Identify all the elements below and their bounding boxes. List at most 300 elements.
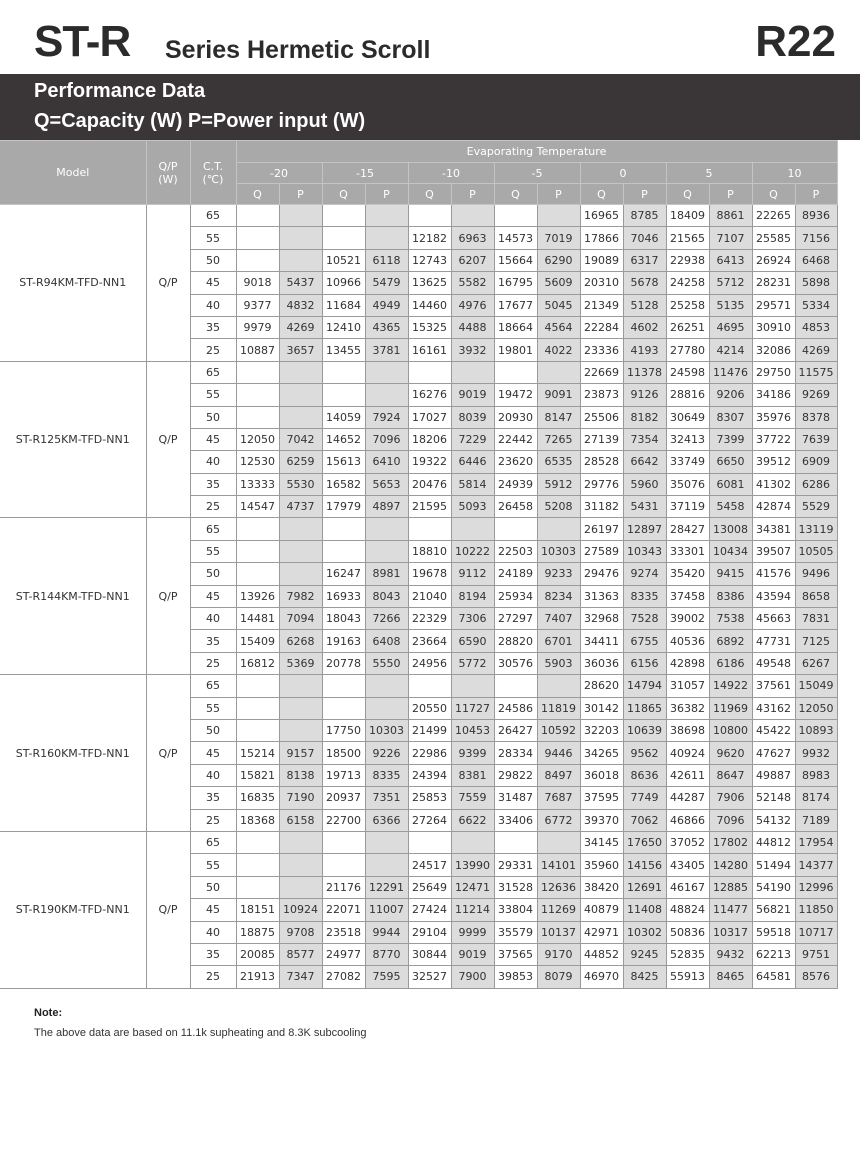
capacity-cell: 28427 <box>666 518 709 540</box>
power-cell: 6701 <box>537 630 580 652</box>
capacity-header: Q <box>580 184 623 205</box>
capacity-cell: 19678 <box>408 563 451 585</box>
capacity-cell: 16276 <box>408 384 451 406</box>
capacity-cell: 24394 <box>408 764 451 786</box>
power-cell: 10343 <box>623 540 666 562</box>
capacity-cell: 31057 <box>666 675 709 697</box>
capacity-cell: 25585 <box>752 227 795 249</box>
condensing-temp: 25 <box>190 652 236 674</box>
condensing-temp: 45 <box>190 585 236 607</box>
power-cell <box>279 361 322 383</box>
capacity-cell: 24517 <box>408 854 451 876</box>
capacity-cell: 15613 <box>322 451 365 473</box>
capacity-cell: 25258 <box>666 294 709 316</box>
power-cell: 7096 <box>709 809 752 831</box>
power-cell: 6755 <box>623 630 666 652</box>
power-cell <box>451 361 494 383</box>
power-cell: 4832 <box>279 294 322 316</box>
power-cell: 10505 <box>795 540 837 562</box>
power-cell: 11476 <box>709 361 752 383</box>
capacity-cell: 14460 <box>408 294 451 316</box>
power-cell: 6413 <box>709 249 752 271</box>
capacity-cell: 19801 <box>494 339 537 361</box>
power-cell: 12885 <box>709 876 752 898</box>
capacity-cell: 29750 <box>752 361 795 383</box>
power-cell: 4897 <box>365 496 408 518</box>
capacity-cell: 29776 <box>580 473 623 495</box>
capacity-cell: 34186 <box>752 384 795 406</box>
capacity-cell: 28528 <box>580 451 623 473</box>
capacity-cell: 19472 <box>494 384 537 406</box>
capacity-cell: 45663 <box>752 608 795 630</box>
capacity-cell <box>236 227 279 249</box>
capacity-cell: 46866 <box>666 809 709 831</box>
capacity-cell: 22669 <box>580 361 623 383</box>
power-cell: 5334 <box>795 294 837 316</box>
power-cell <box>537 205 580 227</box>
capacity-cell: 19089 <box>580 249 623 271</box>
power-cell: 4564 <box>537 316 580 338</box>
power-cell: 8174 <box>795 787 837 809</box>
power-cell: 7982 <box>279 585 322 607</box>
capacity-cell: 16247 <box>322 563 365 585</box>
qp-header: Q/P (W) <box>146 141 190 205</box>
power-cell <box>537 361 580 383</box>
power-cell: 9019 <box>451 943 494 965</box>
capacity-cell: 12182 <box>408 227 451 249</box>
condensing-temp: 25 <box>190 966 236 988</box>
power-cell: 6622 <box>451 809 494 831</box>
power-cell: 5653 <box>365 473 408 495</box>
power-cell: 6118 <box>365 249 408 271</box>
capacity-cell: 33406 <box>494 809 537 831</box>
power-cell: 7125 <box>795 630 837 652</box>
power-cell: 7347 <box>279 966 322 988</box>
power-cell: 8335 <box>365 764 408 786</box>
capacity-cell: 28334 <box>494 742 537 764</box>
power-cell: 6408 <box>365 630 408 652</box>
capacity-cell: 25853 <box>408 787 451 809</box>
power-cell: 7019 <box>537 227 580 249</box>
capacity-cell: 9018 <box>236 272 279 294</box>
capacity-cell: 20937 <box>322 787 365 809</box>
capacity-cell: 22071 <box>322 899 365 921</box>
model-name: ST-R190KM-TFD-NN1 <box>0 831 146 988</box>
section-title: Performance Data <box>34 80 206 102</box>
model-name: ST-R144KM-TFD-NN1 <box>0 518 146 675</box>
power-cell: 7046 <box>623 227 666 249</box>
capacity-cell: 42611 <box>666 764 709 786</box>
capacity-cell: 18043 <box>322 608 365 630</box>
power-cell <box>365 675 408 697</box>
power-cell: 5712 <box>709 272 752 294</box>
power-cell: 5045 <box>537 294 580 316</box>
power-cell: 7399 <box>709 428 752 450</box>
power-cell: 9126 <box>623 384 666 406</box>
capacity-cell: 13926 <box>236 585 279 607</box>
capacity-cell: 17027 <box>408 406 451 428</box>
capacity-cell: 22329 <box>408 608 451 630</box>
capacity-cell: 50836 <box>666 921 709 943</box>
capacity-cell: 35960 <box>580 854 623 876</box>
capacity-cell <box>494 675 537 697</box>
capacity-cell <box>236 719 279 741</box>
condensing-temp: 50 <box>190 876 236 898</box>
power-cell: 11477 <box>709 899 752 921</box>
power-cell: 7042 <box>279 428 322 450</box>
power-cell: 11819 <box>537 697 580 719</box>
capacity-cell: 23336 <box>580 339 623 361</box>
power-cell <box>279 719 322 741</box>
capacity-cell: 37565 <box>494 943 537 965</box>
capacity-cell: 28820 <box>494 630 537 652</box>
capacity-cell: 29331 <box>494 854 537 876</box>
power-cell: 10303 <box>365 719 408 741</box>
capacity-cell: 14059 <box>322 406 365 428</box>
power-cell: 4695 <box>709 316 752 338</box>
capacity-header: Q <box>752 184 795 205</box>
capacity-cell: 26251 <box>666 316 709 338</box>
capacity-cell <box>322 518 365 540</box>
evap-temp-header: 10 <box>752 163 837 184</box>
capacity-cell: 43162 <box>752 697 795 719</box>
qp-label: Q/P <box>146 361 190 518</box>
power-cell: 9399 <box>451 742 494 764</box>
capacity-cell: 27082 <box>322 966 365 988</box>
power-cell: 7096 <box>365 428 408 450</box>
capacity-cell: 25934 <box>494 585 537 607</box>
capacity-cell: 37595 <box>580 787 623 809</box>
capacity-cell <box>236 831 279 853</box>
capacity-cell: 33301 <box>666 540 709 562</box>
capacity-cell: 59518 <box>752 921 795 943</box>
capacity-cell: 29476 <box>580 563 623 585</box>
condensing-temp: 65 <box>190 361 236 383</box>
power-cell: 6317 <box>623 249 666 271</box>
power-cell: 4949 <box>365 294 408 316</box>
condensing-temp: 45 <box>190 428 236 450</box>
capacity-cell: 34265 <box>580 742 623 764</box>
capacity-cell <box>322 854 365 876</box>
power-cell: 8079 <box>537 966 580 988</box>
capacity-cell: 35976 <box>752 406 795 428</box>
condensing-temp: 55 <box>190 227 236 249</box>
power-cell: 9019 <box>451 384 494 406</box>
capacity-cell: 34411 <box>580 630 623 652</box>
capacity-cell: 28620 <box>580 675 623 697</box>
condensing-temp: 40 <box>190 451 236 473</box>
evap-temp-header: 5 <box>666 163 752 184</box>
capacity-cell <box>236 361 279 383</box>
power-cell: 6290 <box>537 249 580 271</box>
evap-temp-header: -10 <box>408 163 494 184</box>
power-cell: 14922 <box>709 675 752 697</box>
refrigerant-code: R22 <box>755 17 836 66</box>
capacity-cell <box>236 876 279 898</box>
condensing-temp: 35 <box>190 316 236 338</box>
qp-label: Q/P <box>146 831 190 988</box>
power-cell <box>279 697 322 719</box>
power-cell <box>537 518 580 540</box>
condensing-temp: 55 <box>190 697 236 719</box>
power-cell <box>279 518 322 540</box>
capacity-cell: 32086 <box>752 339 795 361</box>
capacity-cell <box>408 205 451 227</box>
table-row <box>0 361 837 383</box>
condensing-temp: 50 <box>190 563 236 585</box>
capacity-cell <box>322 205 365 227</box>
capacity-cell: 23518 <box>322 921 365 943</box>
capacity-cell: 23664 <box>408 630 451 652</box>
power-cell: 4022 <box>537 339 580 361</box>
capacity-cell: 9377 <box>236 294 279 316</box>
power-cell: 6158 <box>279 809 322 831</box>
capacity-cell: 16835 <box>236 787 279 809</box>
capacity-cell: 29571 <box>752 294 795 316</box>
power-cell: 9708 <box>279 921 322 943</box>
capacity-cell: 51494 <box>752 854 795 876</box>
capacity-cell: 24939 <box>494 473 537 495</box>
capacity-cell: 37561 <box>752 675 795 697</box>
capacity-cell: 31182 <box>580 496 623 518</box>
power-cell: 7906 <box>709 787 752 809</box>
capacity-cell: 21176 <box>322 876 365 898</box>
power-header: P <box>709 184 752 205</box>
capacity-cell <box>236 540 279 562</box>
capacity-cell: 14481 <box>236 608 279 630</box>
power-cell: 6081 <box>709 473 752 495</box>
power-cell: 5530 <box>279 473 322 495</box>
capacity-cell: 12050 <box>236 428 279 450</box>
capacity-cell: 30910 <box>752 316 795 338</box>
capacity-cell <box>408 675 451 697</box>
power-cell: 4853 <box>795 316 837 338</box>
qp-label: Q/P <box>146 518 190 675</box>
power-cell: 9091 <box>537 384 580 406</box>
power-cell: 7062 <box>623 809 666 831</box>
capacity-cell: 32413 <box>666 428 709 450</box>
condensing-temp: 25 <box>190 809 236 831</box>
capacity-cell: 36018 <box>580 764 623 786</box>
power-cell: 14156 <box>623 854 666 876</box>
capacity-cell: 17750 <box>322 719 365 741</box>
power-cell: 7749 <box>623 787 666 809</box>
power-cell: 8147 <box>537 406 580 428</box>
condensing-temp: 50 <box>190 249 236 271</box>
power-cell: 11969 <box>709 697 752 719</box>
capacity-cell: 37052 <box>666 831 709 853</box>
power-cell: 6186 <box>709 652 752 674</box>
power-cell: 11269 <box>537 899 580 921</box>
power-cell: 7354 <box>623 428 666 450</box>
power-cell: 11408 <box>623 899 666 921</box>
capacity-cell: 30142 <box>580 697 623 719</box>
capacity-cell: 24956 <box>408 652 451 674</box>
capacity-cell <box>322 697 365 719</box>
table-row <box>0 675 837 697</box>
capacity-cell: 21040 <box>408 585 451 607</box>
capacity-cell: 27297 <box>494 608 537 630</box>
power-cell: 8465 <box>709 966 752 988</box>
capacity-cell: 64581 <box>752 966 795 988</box>
power-cell: 8785 <box>623 205 666 227</box>
brand-title: ST-R <box>34 17 131 66</box>
capacity-cell: 18206 <box>408 428 451 450</box>
power-cell: 12291 <box>365 876 408 898</box>
condensing-temp: 55 <box>190 384 236 406</box>
capacity-cell: 24977 <box>322 943 365 965</box>
capacity-cell: 32968 <box>580 608 623 630</box>
capacity-cell: 26197 <box>580 518 623 540</box>
power-cell <box>365 205 408 227</box>
power-cell: 7900 <box>451 966 494 988</box>
capacity-cell: 62213 <box>752 943 795 965</box>
capacity-cell: 39370 <box>580 809 623 831</box>
power-cell <box>365 854 408 876</box>
section-banner <box>0 74 860 140</box>
capacity-cell: 39507 <box>752 540 795 562</box>
capacity-header: Q <box>666 184 709 205</box>
capacity-cell: 19322 <box>408 451 451 473</box>
evap-temp-header: -20 <box>236 163 322 184</box>
capacity-cell: 12530 <box>236 451 279 473</box>
capacity-cell: 23873 <box>580 384 623 406</box>
power-cell: 9112 <box>451 563 494 585</box>
power-cell: 8194 <box>451 585 494 607</box>
power-cell <box>279 540 322 562</box>
power-cell: 5903 <box>537 652 580 674</box>
power-cell: 8497 <box>537 764 580 786</box>
capacity-cell: 22503 <box>494 540 537 562</box>
power-cell: 17650 <box>623 831 666 853</box>
condensing-temp: 40 <box>190 608 236 630</box>
capacity-cell: 40536 <box>666 630 709 652</box>
model-name: ST-R160KM-TFD-NN1 <box>0 675 146 832</box>
capacity-cell: 21349 <box>580 294 623 316</box>
capacity-cell: 29104 <box>408 921 451 943</box>
power-cell: 12996 <box>795 876 837 898</box>
power-cell: 9932 <box>795 742 837 764</box>
capacity-cell: 34381 <box>752 518 795 540</box>
power-cell: 6410 <box>365 451 408 473</box>
condensing-temp: 45 <box>190 742 236 764</box>
series-title: Series Hermetic Scroll <box>165 36 431 64</box>
power-cell: 7924 <box>365 406 408 428</box>
power-cell: 6535 <box>537 451 580 473</box>
power-cell: 13990 <box>451 854 494 876</box>
capacity-cell: 42874 <box>752 496 795 518</box>
capacity-cell: 37458 <box>666 585 709 607</box>
capacity-cell: 19713 <box>322 764 365 786</box>
condensing-temp: 25 <box>190 496 236 518</box>
power-cell <box>279 406 322 428</box>
capacity-cell: 40924 <box>666 742 709 764</box>
power-cell: 10303 <box>537 540 580 562</box>
power-cell: 6207 <box>451 249 494 271</box>
capacity-cell: 15664 <box>494 249 537 271</box>
capacity-cell: 10966 <box>322 272 365 294</box>
power-cell: 5814 <box>451 473 494 495</box>
capacity-cell: 10887 <box>236 339 279 361</box>
power-cell: 7351 <box>365 787 408 809</box>
power-cell: 9432 <box>709 943 752 965</box>
performance-table <box>0 140 838 989</box>
capacity-cell <box>236 563 279 585</box>
power-cell: 9274 <box>623 563 666 585</box>
power-cell <box>451 831 494 853</box>
evaporating-temperature-header: Evaporating Temperature <box>236 141 837 163</box>
capacity-cell: 19163 <box>322 630 365 652</box>
power-cell: 9170 <box>537 943 580 965</box>
power-cell: 10453 <box>451 719 494 741</box>
power-cell: 4193 <box>623 339 666 361</box>
power-cell: 12691 <box>623 876 666 898</box>
capacity-cell: 26427 <box>494 719 537 741</box>
qp-label: Q/P <box>146 675 190 832</box>
condensing-temp: 25 <box>190 339 236 361</box>
power-cell: 6268 <box>279 630 322 652</box>
power-cell: 6650 <box>709 451 752 473</box>
power-cell: 8936 <box>795 205 837 227</box>
power-cell: 8861 <box>709 205 752 227</box>
condensing-temp: 65 <box>190 675 236 697</box>
model-name: ST-R125KM-TFD-NN1 <box>0 361 146 518</box>
capacity-cell: 54132 <box>752 809 795 831</box>
power-cell: 7229 <box>451 428 494 450</box>
capacity-cell: 27264 <box>408 809 451 831</box>
power-cell: 10800 <box>709 719 752 741</box>
capacity-cell: 30649 <box>666 406 709 428</box>
power-cell: 7559 <box>451 787 494 809</box>
capacity-cell: 44852 <box>580 943 623 965</box>
capacity-cell: 16795 <box>494 272 537 294</box>
capacity-cell: 32527 <box>408 966 451 988</box>
power-cell: 8138 <box>279 764 322 786</box>
capacity-cell: 28231 <box>752 272 795 294</box>
capacity-cell: 20778 <box>322 652 365 674</box>
capacity-cell: 16161 <box>408 339 451 361</box>
power-cell: 4269 <box>279 316 322 338</box>
power-cell: 13119 <box>795 518 837 540</box>
power-cell: 10317 <box>709 921 752 943</box>
capacity-cell <box>236 518 279 540</box>
capacity-cell: 31363 <box>580 585 623 607</box>
capacity-cell: 30844 <box>408 943 451 965</box>
capacity-cell: 18409 <box>666 205 709 227</box>
capacity-cell: 37722 <box>752 428 795 450</box>
condensing-temp: 65 <box>190 518 236 540</box>
capacity-cell: 27139 <box>580 428 623 450</box>
capacity-cell: 17866 <box>580 227 623 249</box>
power-header: P <box>795 184 837 205</box>
power-cell: 5678 <box>623 272 666 294</box>
capacity-cell: 27589 <box>580 540 623 562</box>
power-cell: 5529 <box>795 496 837 518</box>
capacity-cell: 10521 <box>322 249 365 271</box>
evap-temp-header: -15 <box>322 163 408 184</box>
power-cell: 6590 <box>451 630 494 652</box>
capacity-cell <box>322 227 365 249</box>
condensing-temp: 40 <box>190 294 236 316</box>
power-cell: 5369 <box>279 652 322 674</box>
power-header: P <box>451 184 494 205</box>
capacity-cell: 13625 <box>408 272 451 294</box>
power-cell: 6259 <box>279 451 322 473</box>
power-cell: 3932 <box>451 339 494 361</box>
capacity-cell: 46970 <box>580 966 623 988</box>
power-cell: 10924 <box>279 899 322 921</box>
power-cell: 10137 <box>537 921 580 943</box>
